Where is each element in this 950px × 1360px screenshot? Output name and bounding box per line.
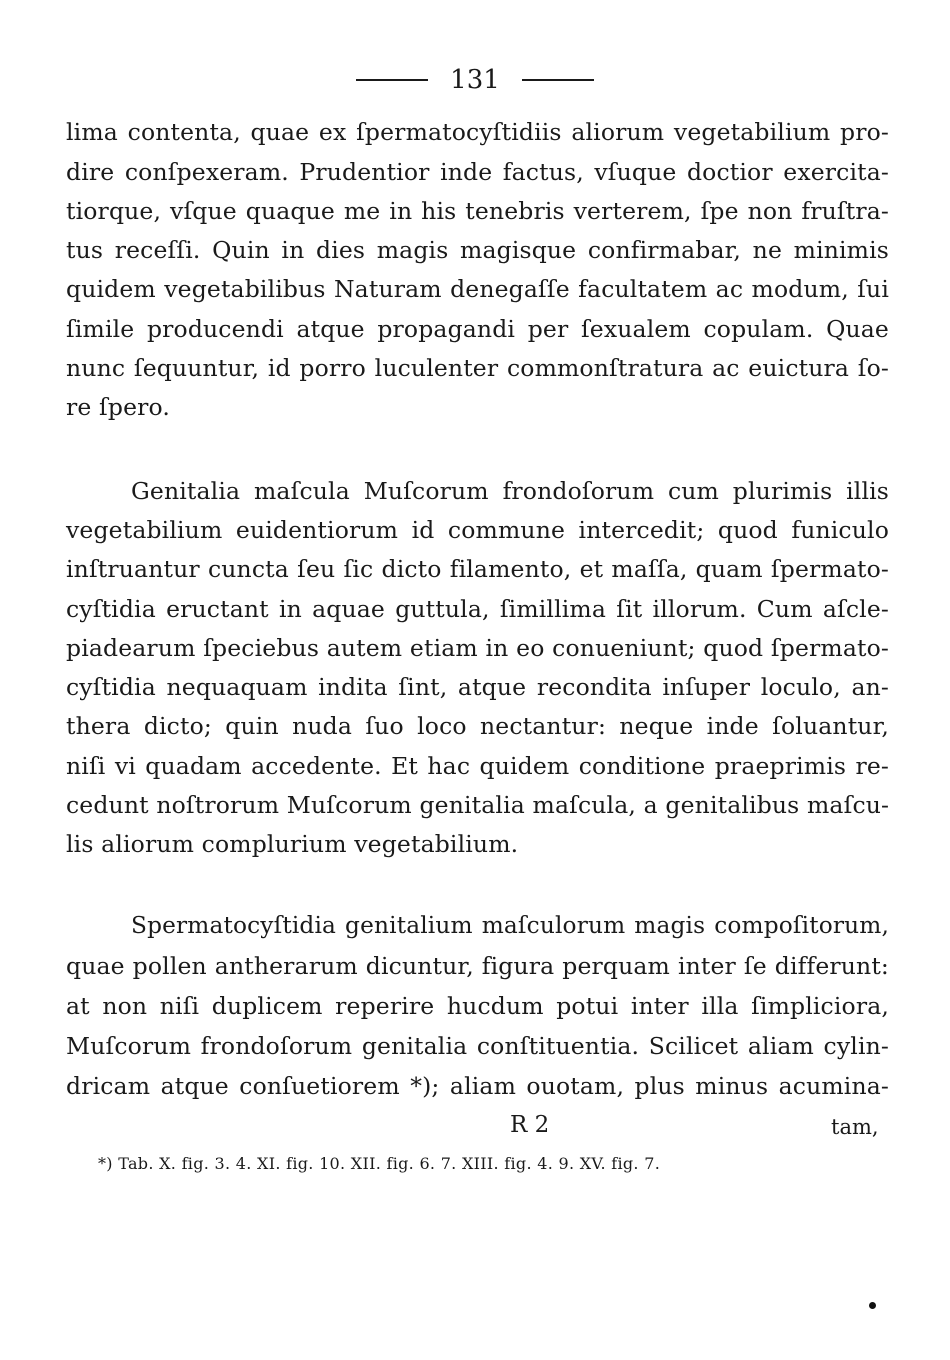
text-line: quae pollen antherarum dicuntur, figura perquam inter ſe differunt: <box>66 952 889 980</box>
text-line: niſi vi quadam accedente. Et hac quidem conditione praeprimis re- <box>66 752 889 780</box>
text-line: Muſcorum frondoſorum genitalia conſtituentia. Scilicet aliam cylin- <box>66 1032 889 1060</box>
text-line: tiorque, vſque quaque me in his tenebris verterem, ſpe non fruſtra- <box>66 197 889 225</box>
text-line: re ſpero. <box>66 393 171 421</box>
signature-mark: R 2 <box>510 1112 550 1138</box>
text-line: cyſtidia nequaquam indita ſint, atque recondita inſuper loculo, an- <box>66 673 889 701</box>
ink-speck <box>869 1302 876 1309</box>
text-line: nunc ſequuntur, id porro luculenter commonſtratura ac euictura ſo- <box>66 354 889 382</box>
header-rule-left <box>356 79 428 81</box>
text-line: dire conſpexeram. Prudentior inde factus, vſuque doctior exercita- <box>66 158 889 186</box>
text-line: vegetabilium euidentiorum id commune intercedit; quod funiculo <box>66 516 889 544</box>
text-line: quidem vegetabilibus Naturam denegaſſe facultatem ac modum, ſui <box>66 275 889 303</box>
text-line: lis aliorum complurium vegetabilium. <box>66 830 519 858</box>
text-line: ſimile producendi atque propagandi per ſexualem copulam. Quae <box>66 315 889 343</box>
text-line: thera dicto; quin nuda ſuo loco nectantur: neque inde ſoluantur, <box>66 712 889 740</box>
text-line: cyſtidia eructant in aquae guttula, ſimillima ſit illorum. Cum aſcle- <box>66 595 889 623</box>
text-line: Spermatocyſtidia genitalium maſculorum magis compoſitorum, <box>131 912 889 939</box>
text-line: dricam atque conſuetiorem *); aliam ouotam, plus minus acumina- <box>66 1072 889 1100</box>
text-line: tus receſſi. Quin in dies magis magisque confirmabar, ne minimis <box>66 236 889 264</box>
header-rule-right <box>522 79 594 81</box>
text-line: at non niſi duplicem reperire hucdum potui inter illa ſimpliciora, <box>66 992 889 1020</box>
text-line: inſtruantur cuncta ſeu ſic dicto filamento, et maſſa, quam ſpermato- <box>66 555 889 583</box>
catchword: tam, <box>831 1115 879 1139</box>
running-header <box>0 64 950 95</box>
page-number: 131 <box>450 65 500 95</box>
text-line: piadearum ſpeciebus autem etiam in eo conueniunt; quod ſpermato- <box>66 634 889 662</box>
text-line: lima contenta, quae ex ſpermatocyſtidiis aliorum vegetabilium pro- <box>66 118 889 146</box>
text-line: cedunt noſtrorum Muſcorum genitalia maſcula, a genitalibus maſcu- <box>66 791 890 819</box>
footnote: *) Tab. X. fig. 3. 4. XI. fig. 10. XII. fig. 6. 7. XIII. fig. 4. 9. XV. fig. 7. <box>98 1154 661 1173</box>
text-line: Genitalia maſcula Muſcorum frondoſorum cum plurimis illis <box>131 477 889 505</box>
